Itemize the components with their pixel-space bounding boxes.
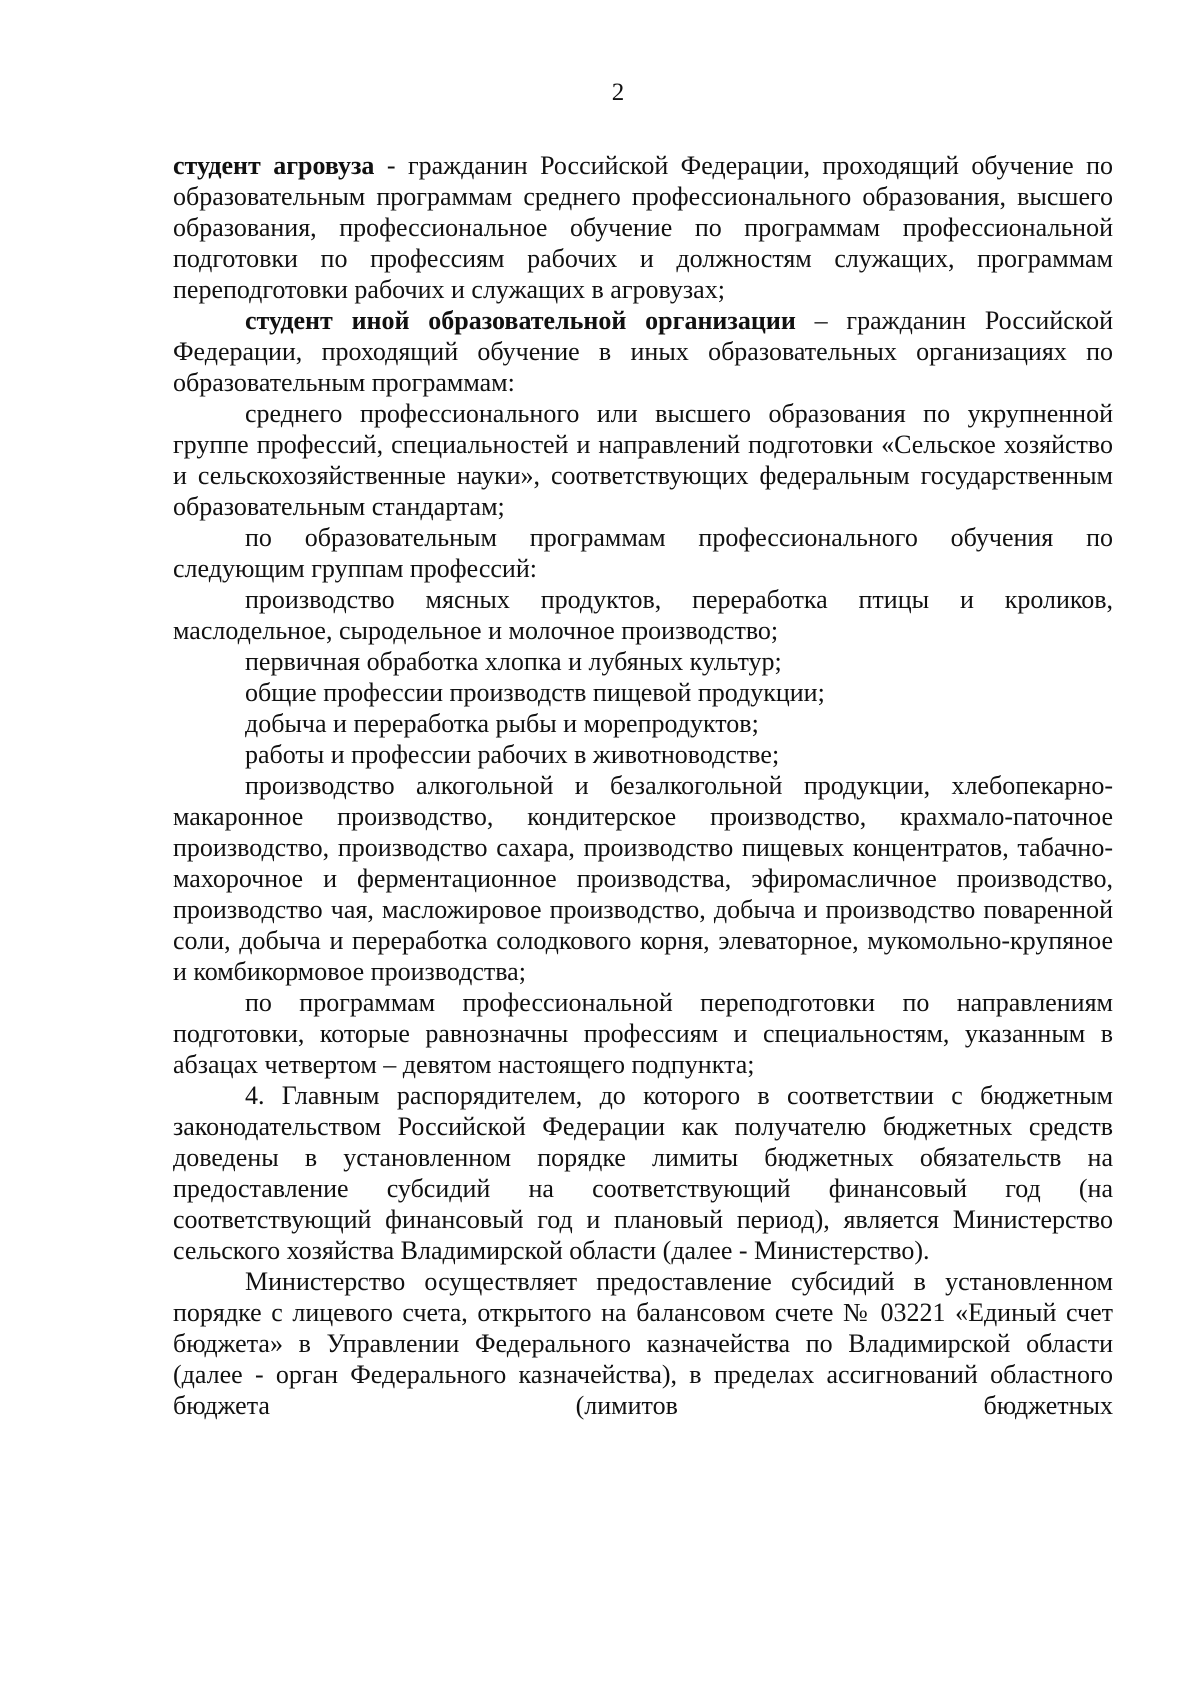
page-number: 2 (611, 79, 625, 106)
list-item: работы и профессии рабочих в животноводстве; (245, 740, 780, 769)
paragraph: производство алкогольной и безалкогольной продукции, хлебопекарно-макаронное производство, кондитерское производство, крахмало-паточное производство, производство сахара, производство пищевых концентратов, табачно-махорочное и ферментационное производства, эфиромасличное производство, производство чая, масложировое производство, добыча и производство поваренной соли, добыча и переработка солодкового корня, элеваторное, мукомольно-крупяное и комбикормовое производства; (173, 771, 1113, 986)
paragraph: среднего профессионального или высшего образования по укрупненной группе профессий, специальностей и направлений подготовки «Сельское хозяйство и сельскохозяйственные науки», соответствующих федеральным государственным образовательным стандартам; (173, 399, 1113, 521)
document-body (173, 150, 1113, 1421)
paragraph: по образовательным программам профессионального обучения по следующим группам профессий: (173, 523, 1113, 583)
paragraph: производство мясных продуктов, переработка птицы и кроликов, маслодельное, сыродельное и молочное производство; (173, 585, 1113, 645)
list-item: добыча и переработка рыбы и морепродуктов; (245, 709, 759, 738)
defined-term: студент агровуза (173, 151, 375, 180)
defined-term: студент иной образовательной организации (245, 306, 796, 335)
definition-paragraph (173, 305, 1113, 398)
definition-text: - гражданин Российской Федерации, проходящий обучение по образовательным программам среднего профессионального образования, высшего образования, профессиональное обучение по программам профессиональной подготовки по профессиям рабочих и должностям служащих, программам переподготовки рабочих и служащих в агровузах; (173, 151, 1113, 304)
definition-paragraph (173, 150, 1113, 305)
list-item: общие профессии производств пищевой продукции; (245, 678, 825, 707)
paragraph: Министерство осуществляет предоставление субсидий в установленном порядке с лицевого счета, открытого на балансовом счете № 03221 «Единый счет бюджета» в Управлении Федерального казначейства по Владимирской области (далее - орган Федерального казначейства), в пределах ассигнований областного бюджета (лимитов бюджетных (173, 1267, 1113, 1420)
numbered-clause: 4. Главным распорядителем, до которого в соответствии с бюджетным законодательством Российской Федерации как получателю бюджетных средств доведены в установленном порядке лимиты бюджетных обязательств на предоставление субсидий на соответствующий финансовый год (на соответствующий финансовый год и плановый период), является Министерство сельского хозяйства Владимирской области (далее - Министерство). (173, 1081, 1113, 1265)
list-item: первичная обработка хлопка и лубяных культур; (245, 647, 782, 676)
definition-text: – гражданин Российской Федерации, проходящий обучение в иных образовательных организациях по образовательным программам: (173, 306, 1114, 397)
paragraph: по программам профессиональной переподготовки по направлениям подготовки, которые равнозначны профессиям и специальностям, указанным в абзацах четвертом – девятом настоящего подпункта; (173, 988, 1113, 1079)
